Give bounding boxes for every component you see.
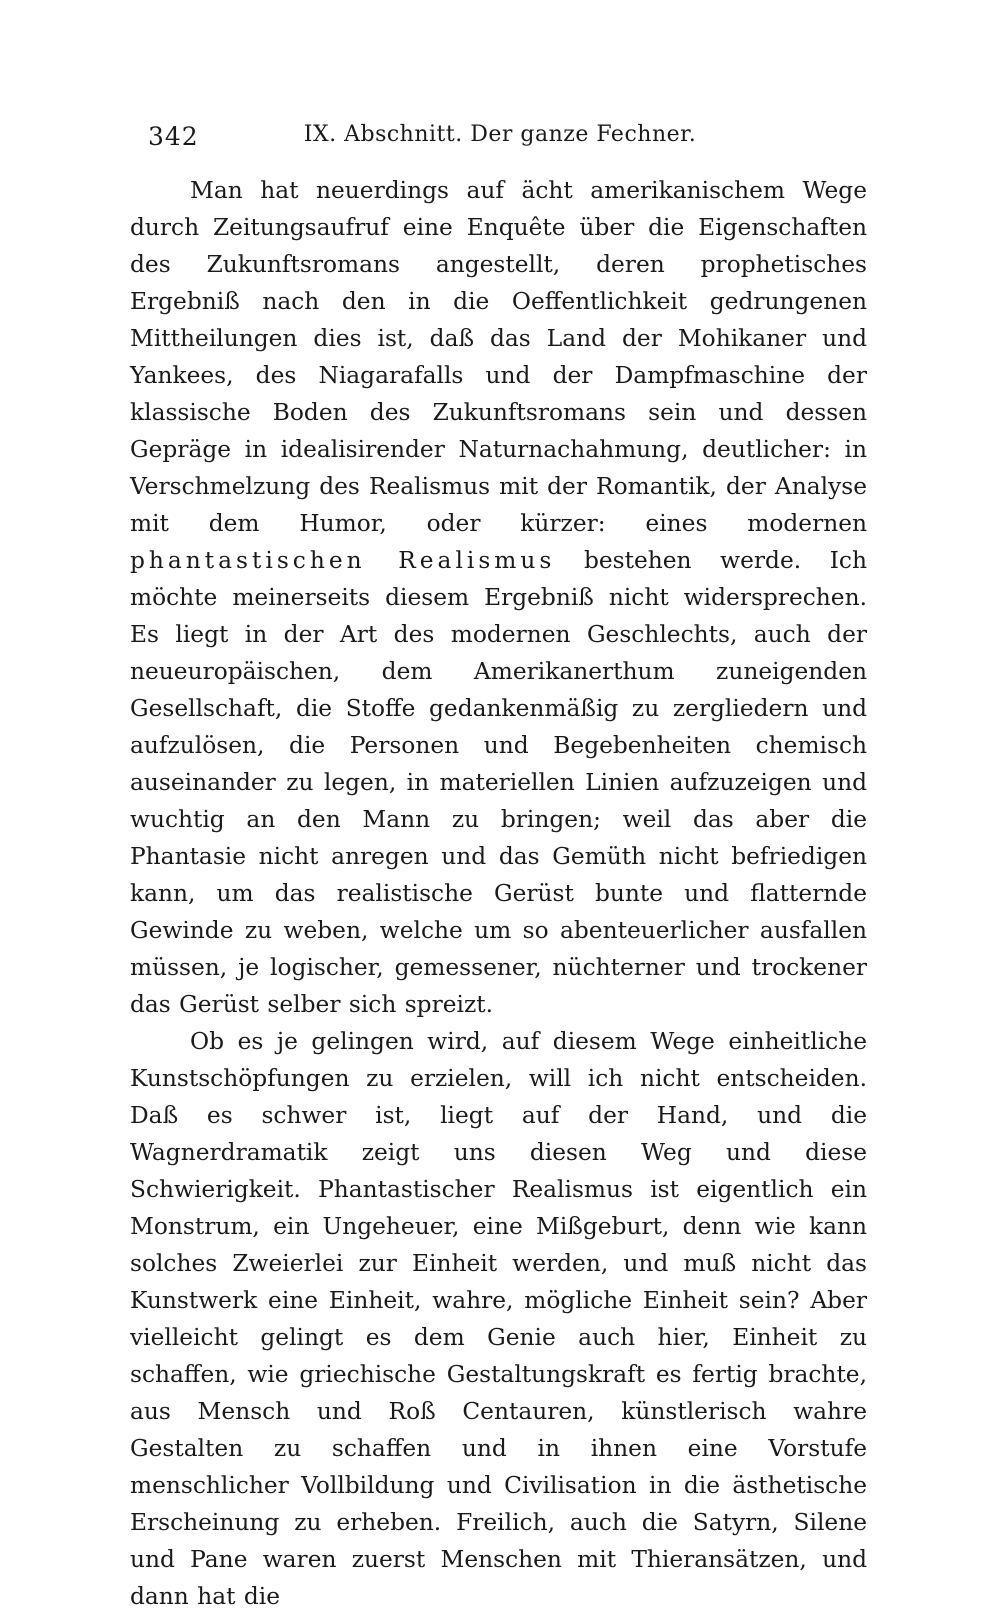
running-head <box>130 118 870 158</box>
paragraph-2: Ob es je gelingen wird, auf diesem Wege einheitliche Kunstschöpfungen zu erzielen, will ich nicht entscheiden. Daß es schwer ist, liegt auf der Hand, und die Wagnerdramatik zeigt uns diesen Weg und diese Schwierigkeit. Phantastischer Realismus ist eigentlich ein Monstrum, ein Ungeheuer, eine Mißgeburt, denn wie kann solches Zweierlei zur Einheit werden, und muß nicht das Kunstwerk eine Einheit, wahre, mögliche Einheit sein? Aber vielleicht gelingt es dem Genie auch hier, Einheit zu schaffen, wie griechische Gestaltungskraft es fertig brachte, aus Mensch und Roß Centauren, künstlerisch wahre Gestalten zu schaffen und in ihnen eine Vorstufe menschlicher Vollbildung und Civilisation in die ästhetische Erscheinung zu erheben. Freilich, auch die Satyrn, Silene und Pane waren zuerst Menschen mit Thieransätzen, und dann hat die <box>130 1028 867 1610</box>
body-text <box>130 172 867 1615</box>
paragraph-1-text-after: bestehen werde. Ich möchte meinerseits diesem Ergebniß nicht widersprechen. Es liegt in der Art des modernen Geschlechts, auch der neueuropäischen, dem Amerikanerthum zuneigenden Gesellschaft, die Stoffe gedankenmäßig zu zergliedern und aufzulösen, die Personen und Begebenheiten chemisch auseinander zu legen, in materiellen Linien aufzuzeigen und wuchtig an den Mann zu bringen; weil das aber die Phantasie nicht anregen und das Gemüth nicht befriedigen kann, um das realistische Gerüst bunte und flatternde Gewinde zu weben, welche um so abenteuerlicher ausfallen müssen, je logischer, gemessener, nüchterner und trockener das Gerüst selber sich spreizt. <box>130 547 867 1018</box>
emphasis-spaced-text: phantastischen Realismus <box>130 547 556 574</box>
chapter-title: IX. Abschnitt. Der ganze Fechner. <box>303 122 697 147</box>
paragraph-1-text-before: Man hat neuerdings auf ächt amerikanischem Wege durch Zeitungsaufruf eine Enquête über die Eigenschaften des Zukunftsromans angestellt, deren prophetisches Ergebniß nach den in die Oeffentlichkeit gedrungenen Mittheilungen dies ist, daß das Land der Mohikaner und Yankees, des Niagarafalls und der Dampfmaschine der klassische Boden des Zukunftsromans sein und dessen Gepräge in idealisirender Naturnachahmung, deutlicher: in Verschmelzung des Realismus mit der Romantik, der Analyse mit dem Humor, oder kürzer: eines modernen <box>130 177 867 537</box>
paragraph-1 <box>130 172 867 1023</box>
page-number: 342 <box>148 122 199 151</box>
